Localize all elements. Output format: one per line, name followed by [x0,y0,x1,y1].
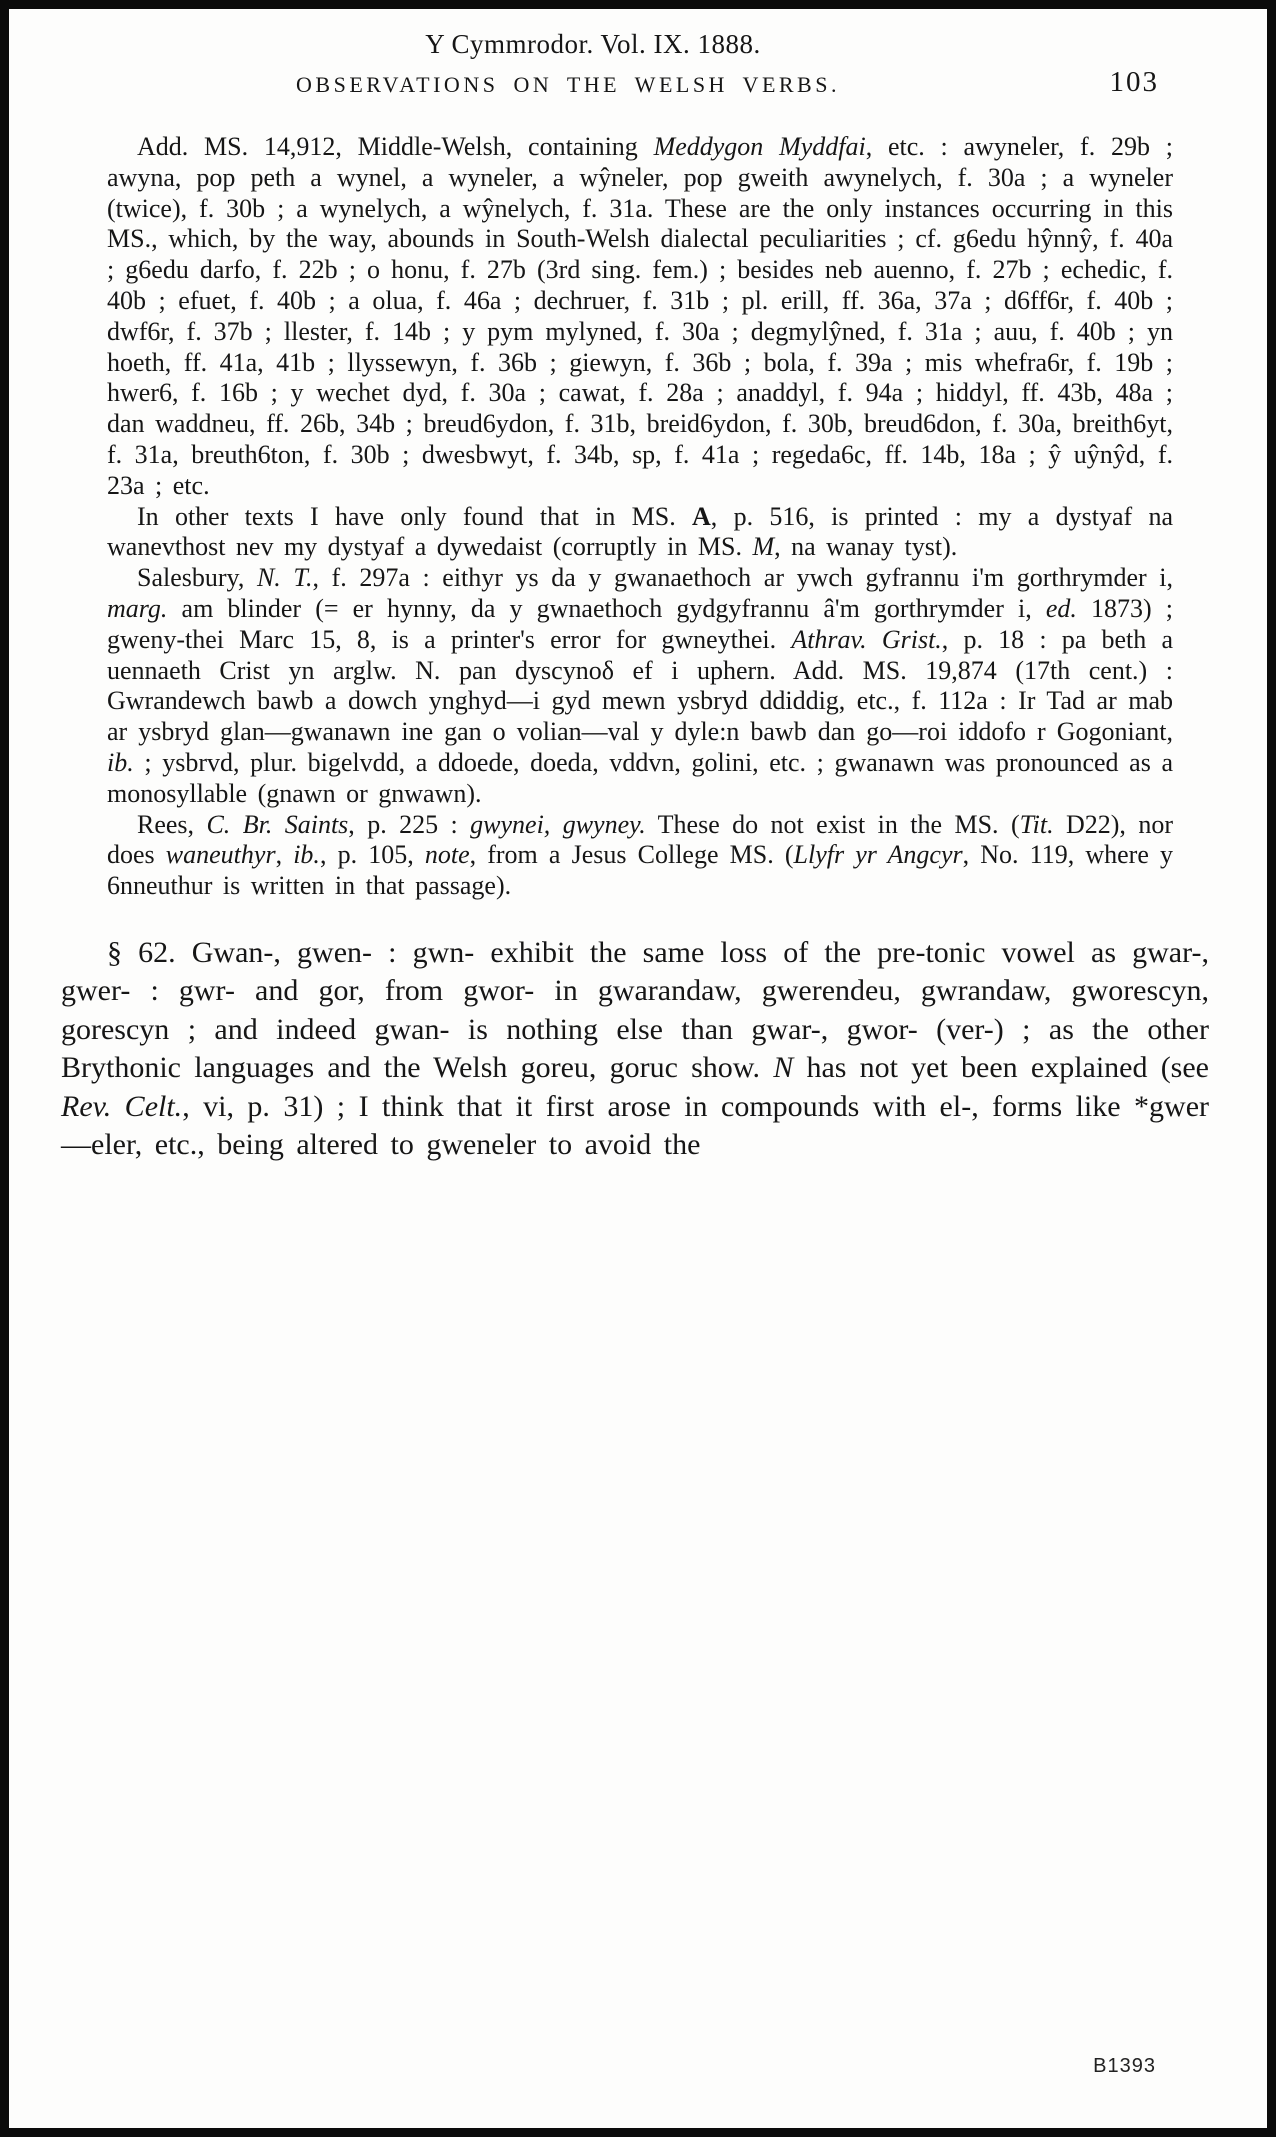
title-row [9,66,1267,106]
page-number: 103 [1109,66,1159,98]
paragraph: Add. MS. 14,912, Middle-Welsh, containing Meddygon Myddfai, etc. : awyneler, f. 29b ; awyna, pop peth a wynel, a wyneler, a wŷneler, pop gweith awynelych, f. 30a ; a wyneler (twice), f. 30b ; a wynelych, a wŷnelych, f. 31a. These are the only instances occurring in this MS., which, by the way, abounds in South-Welsh dialectal peculiarities ; cf. g6edu hŷnnŷ, f. 40a ; g6edu darfo, f. 22b ; o honu, f. 27b (3rd sing. fem.) ; besides neb auenno, f. 27b ; echedic, f. 40b ; efuet, f. 40b ; a olua, f. 46a ; dechruer, f. 31b ; pl. erill, ff. 36a, 37a ; d6ff6r, f. 40b ; dwf6r, f. 37b ; llester, f. 14b ; y pym mylyned, f. 30a ; degmylŷned, f. 31a ; auu, f. 40b ; yn hoeth, ff. 41a, 41b ; llyssewyn, f. 36b ; giewyn, f. 36b ; bola, f. 39a ; mis whefra6r, f. 19b ; hwer6, f. 16b ; y wechet dyd, f. 30a ; cawat, f. 28a ; anaddyl, f. 94a ; hiddyl, ff. 43b, 48a ; dan waddneu, ff. 26b, 34b ; breud6ydon, f. 31b, breid6ydon, f. 30b, breud6don, f. 30a, breith6yt, f. 31a, breuth6ton, f. 30b ; dwesbwyt, f. 34b, sp, f. 41a ; regeda6c, ff. 14b, 18a ; ŷ uŷnŷd, f. 23a ; etc. [107,132,1173,500]
notes-block [107,132,1173,902]
paragraph: Rees, C. Br. Saints, p. 225 : gwynei, gwyney. These do not exist in the MS. (Tit. D22), nor does waneuthyr, ib., p. 105, note, from a Jesus College MS. (Llyfr yr Angcyr, No. 119, where y 6nneuthur is written in that passage). [107,809,1173,901]
section-62-block [61,934,1209,1165]
page-header [9,29,1267,106]
footer-code: B1393 [1093,2055,1156,2077]
journal-title: Y Cymmrodor. Vol. IX. 1888. [425,29,761,59]
running-title: OBSERVATIONS ON THE WELSH VERBS. [296,72,840,97]
paragraph: § 62. Gwan-, gwen- : gwn- exhibit the same loss of the pre-tonic vowel as gwar-, gwer- : gwr- and gor, from gwor- in gwarandaw, gwerendeu, gwrandaw, gworescyn, gorescyn ; and indeed gwan- is nothing else than gwar-, gwor- (ver-) ; as the other Brythonic languages and the Welsh goreu, goruc show. N has not yet been explained (see Rev. Celt., vi, p. 31) ; I think that it first arose in compounds with el-, forms like *gwer—eler, etc., being altered to gweneler to avoid the [61,935,1209,1162]
paragraph: Salesbury, N. T., f. 297a : eithyr ys da y gwanaethoch ar ywch gyfrannu i'm gorthrymder i, marg. am blinder (= er hynny, da y gwnaethoch gydgyfrannu â'm gorthrymder i, ed. 1873) ; gweny-thei Marc 15, 8, is a printer's error for gwneythei. Athrav. Grist., p. 18 : pa beth a uennaeth Crist yn arglw. N. pan dyscynoδ ef i uphern. Add. MS. 19,874 (17th cent.) : Gwrandewch bawb a dowch ynghyd—i gyd mewn ysbryd ddiddig, etc., f. 112a : Ir Tad ar mab ar ysbryd glan—gwanawn ine gan o volian—val y dyle:n bawb dan go—roi iddofo r Gogoniant, ib. ; ysbrvd, plur. bigelvdd, a ddoede, doeda, vddvn, golini, etc. ; gwanawn was pronounced as a monosyllable (gnawn or gnwawn). [107,563,1174,808]
article-body [9,132,1267,1165]
paragraph: In other texts I have only found that in MS. A, p. 516, is printed : my a dystyaf na wanevthost nev my dystyaf a dywedaist (corruptly in MS. M, na wanay tyst). [107,501,1173,562]
